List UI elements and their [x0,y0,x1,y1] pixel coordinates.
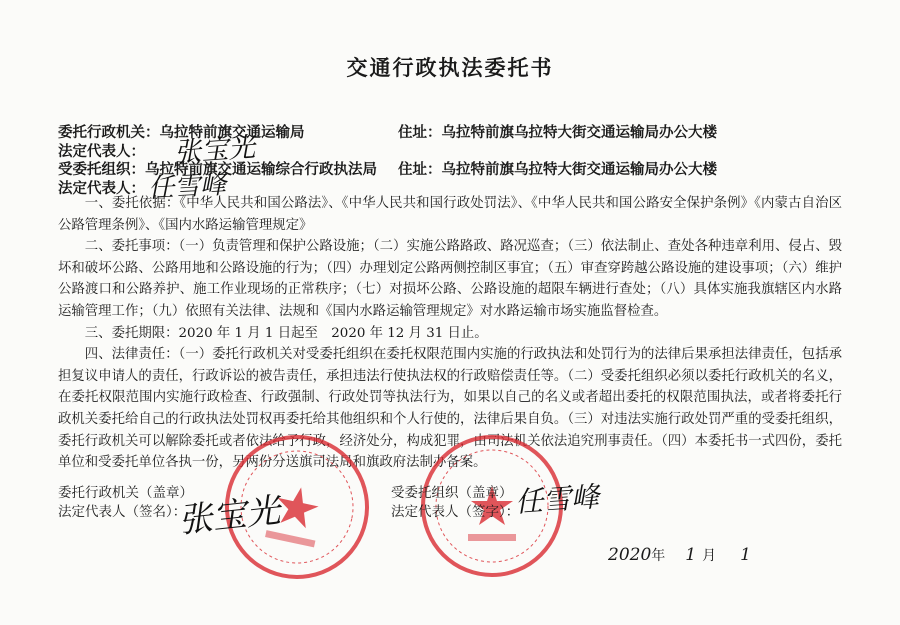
client-name: 乌拉特前旗交通运输局 [159,124,305,141]
right-rep-sign-label: 法定代表人（签字）： [391,504,520,520]
left-rep-sign-label: 法定代表人（签名）： [58,504,187,520]
client-address: 乌拉特前旗乌拉特大街交通运输局办公大楼 [441,124,717,141]
right-rep-signature: 任雪峰 [514,480,601,519]
document-title: 交通行政执法委托书 [346,56,554,80]
left-rep-signature: 张宝光 [176,490,283,542]
left-org-stamp-label: 委托行政机关（盖章） [58,485,193,501]
paragraph-period: 三、委托期限：2020 年 1 月 1 日起至 2020 年 12 月 31 日止。 [84,325,488,341]
client-address-label: 住址： [398,124,442,141]
right-org-stamp-label: 受委托组织（盖章） [391,485,513,501]
agent-address-label: 住址： [398,161,442,178]
issue-date [608,545,751,565]
agent-rep-signature: 任雪峰 [147,169,227,205]
client-rep-label: 法定代表人： [58,143,145,160]
agent-rep-label: 法定代表人： [58,180,145,197]
client-rep-signature: 张宝光 [173,132,257,169]
agent-name: 乌拉特前旗交通运输综合行政执法局 [145,161,377,178]
date-month: 1 [685,545,697,565]
date-day: 1 [740,545,751,565]
client-address-line [398,121,717,142]
date-month-unit: 月 [702,548,717,564]
agent-address: 乌拉特前旗乌拉特大街交通运输局办公大楼 [441,161,717,178]
agent-label: 受委托组织： [58,161,145,178]
paragraph-basis: 一、委托依据：《中华人民共和国公路法》、《中华人民共和国行政处罚法》、《中华人民共和国公路安全保护条例》《内蒙古自治区公路管理条例》、《国内水路运输管理规定》 [58,196,842,233]
date-year-unit: 年 [651,548,666,564]
paragraph-matters: 二、委托事项：（一）负责管理和保护公路设施；（二）实施公路路政、路况巡查；（三）依法制止、查处各种违章利用、侵占、毁坏和破坏公路、公路用地和公路设施的行为；（四）办理划定公路两侧控制区事宜；（五）审查穿跨越公路设施的建设事项；（六）维护公路渡口和公路养护、施工作业现场的正常秩序；（七）对损坏公路、公路设施的超限车辆进行查处；（八）具体实施我旗辖区内水路运输管理工作；（九）依照有关法律、法规和《国内水路运输管理规定》对水路运输市场实施监督检查。 [58,239,842,319]
paragraph-liability: 四、法律责任：（一）委托行政机关对受委托组织在委托权限范围内实施的行政执法和处罚行为的法律后果承担法律责任，包括承担复议申请人的责任，行政诉讼的被告责任，承担违法行使执法权的行政赔偿责任等。（二）受委托组织必须以委托行政机关的名义，在委托权限范围内实施行政检查、行政强制、行政处罚等执法行为，如果以自己的名义或者超出委托的权限范围执法，或者将委托行政机关委托给自己的行政执法处罚权再委托给其他组织和个人行使的，法律后果自负。（三）对违法实施行政处罚严重的受委托组织，委托行政机关可以解除委托或者依法给予行政，经济处分，构成犯罪，由司法机关依法追究刑事责任。（四）本委托书一式四份，委托单位和受委托单位各执一份，另两份分送旗司法局和旗政府法制办备案。 [58,347,842,471]
date-year: 2020 [608,545,652,565]
agent-address-line [398,158,717,179]
client-label: 委托行政机关： [58,124,160,141]
